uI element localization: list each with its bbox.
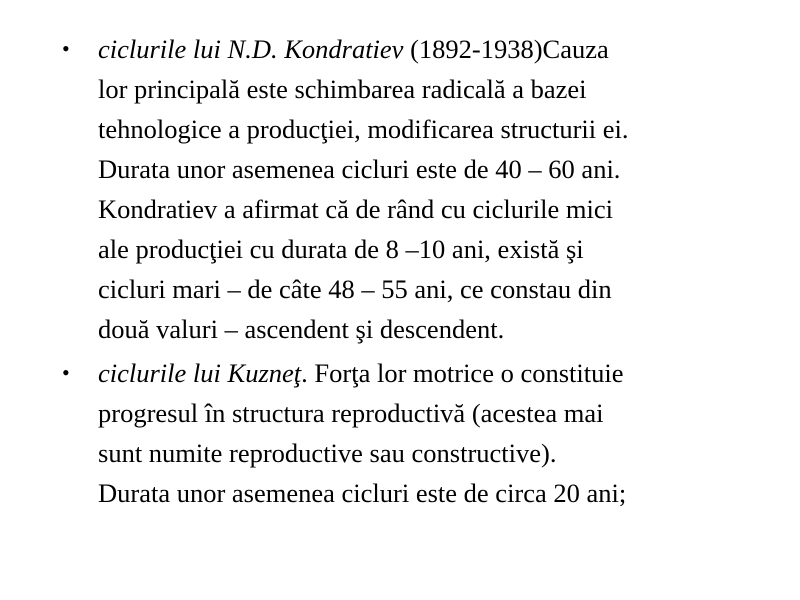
bullet-first-line-text: (1892-1938)Cauza — [403, 34, 609, 64]
bullet-dot-icon: • — [62, 360, 70, 385]
bullet-text-line: sunt numite reproductive sau constructive). — [98, 438, 557, 468]
bullet-first-line — [98, 353, 782, 393]
bullet-text-line: cicluri mari – de câte 48 – 55 ani, ce constau din — [98, 274, 612, 304]
bullet-text-line: lor principală este schimbarea radicală a bazei — [98, 74, 587, 104]
bullet-text-line: ale producţiei cu durata de 8 –10 ani, există şi — [98, 234, 584, 264]
bullet-text-line: Durata unor asemenea cicluri este de circa 20 ani; — [98, 478, 627, 508]
bullet-item-kuznet — [62, 353, 782, 513]
bullet-first-line — [98, 29, 782, 69]
bullet-term: ciclurile lui N.D. Kondratiev — [98, 34, 404, 64]
bullet-text-line: Kondratiev a afirmat că de rând cu ciclurile mici — [98, 194, 614, 224]
bullet-text-line: progresul în structura reproductivă (acestea mai — [98, 398, 604, 428]
bullet-text-line: Durata unor asemenea cicluri este de 40 – 60 ani. — [98, 154, 621, 184]
bullet-first-line-text: . Forţa lor motrice o constituie — [301, 358, 624, 388]
bullet-list — [62, 29, 782, 517]
bullet-dot-icon: • — [62, 36, 70, 61]
bullet-text-line: două valuri – ascendent şi descendent. — [98, 314, 505, 344]
bullet-text-line: tehnologice a producţiei, modificarea structurii ei. — [98, 114, 629, 144]
bullet-item-kondratiev — [62, 29, 782, 349]
bullet-term: ciclurile lui Kuzneţ — [98, 358, 302, 388]
